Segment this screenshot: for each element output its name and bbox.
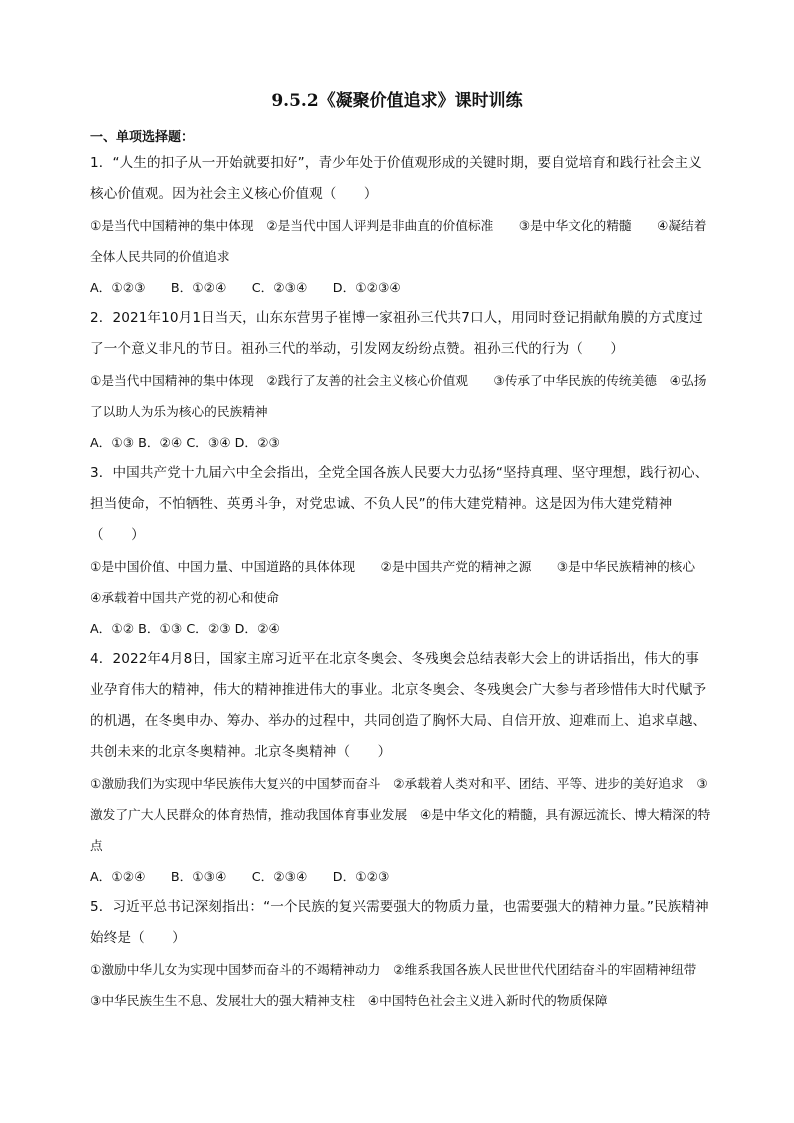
question-5	[90, 892, 712, 1016]
answer-choices: A．①③ B．②④ C．③④ D．②③	[90, 435, 280, 450]
question-list	[90, 148, 721, 1016]
answer-choices: A．①②③ B．①②④ C．②③④ D．①②③④	[90, 280, 401, 295]
question-2	[90, 303, 712, 458]
question-3	[90, 458, 721, 644]
question-stem: 4．2022年4月8日，国家主席习近平在北京冬奥会、冬残奥会总结表彰大会上的讲话指出，伟大的事业孕育伟大的精神，伟大的精神推进伟大的事业。北京冬奥会、冬残奥会广大参与者珍惜伟大时代赋予的机遇，在冬奥申办、筹办、举办的过程中，共同创造了胸怀大局、自信开放、迎难而上、追求卓越、共创未来的北京冬奥精神。北京冬奥精神（ ）	[90, 651, 707, 760]
question-options: ①是当代中国精神的集中体现 ②践行了友善的社会主义核心价值观 ③传承了中华民族的传统美德 ④弘扬了以助人为乐为核心的民族精神	[90, 373, 707, 419]
question-options: ①是当代中国精神的集中体现 ②是当代中国人评判是非曲直的价值标准 ③是中华文化的精髓 ④凝结着全体人民共同的价值追求	[90, 218, 707, 264]
question-stem: 2．2021年10月1日当天，山东东营男子崔博一家祖孙三代共7口人，用同时登记捐献角膜的方式度过了一个意义非凡的节日。祖孙三代的举动，引发网友纷纷点赞。祖孙三代的行为（ ）	[90, 310, 703, 357]
question-options: ①激励我们为实现中华民族伟大复兴的中国梦而奋斗 ②承载着人类对和平、团结、平等、进步的美好追求 ③激发了广大人民群众的体育热情，推动我国体育事业发展 ④是中华文化的精髓，具有源远流长、博大精深的特点	[90, 776, 711, 853]
answer-choices: A．①②④ B．①③④ C．②③④ D．①②③	[90, 869, 390, 884]
question-stem: 3．中国共产党十九届六中全会指出，全党全国各族人民要大力弘扬“坚持真理、坚守理想，践行初心、担当使命，不怕牺牲、英勇斗争，对党忠诚、不负人民”的伟大建党精神。这是因为伟大建党精神（ ）	[90, 465, 709, 543]
question-1	[90, 148, 712, 303]
answer-choices: A．①② B．①③ C．②③ D．②④	[90, 621, 280, 636]
question-4	[90, 644, 712, 892]
question-stem: 5．习近平总书记深刻指出：“一个民族的复兴需要强大的物质力量，也需要强大的精神力量。”民族精神始终是（ ）	[90, 899, 709, 946]
question-options: ①是中国价值、中国力量、中国道路的具体体现 ②是中国共产党的精神之源 ③是中华民族精神的核心 ④承载着中国共产党的初心和使命	[90, 559, 721, 605]
document-title: 9.5.2《凝聚价值追求》课时训练	[271, 91, 523, 111]
question-stem: 1．“人生的扣子从一开始就要扣好”，青少年处于价值观形成的关键时期，要自觉培育和践行社会主义核心价值观。因为社会主义核心价值观（ ）	[90, 155, 702, 202]
section-heading: 一、单项选择题：	[90, 130, 195, 145]
question-options: ①激励中华儿女为实现中国梦而奋斗的不竭精神动力 ②维系我国各族人民世世代代团结奋斗的牢固精神纽带 ③中华民族生生不息、发展壮大的强大精神支柱 ④中国特色社会主义进入新时代的物质保障	[90, 962, 710, 1008]
